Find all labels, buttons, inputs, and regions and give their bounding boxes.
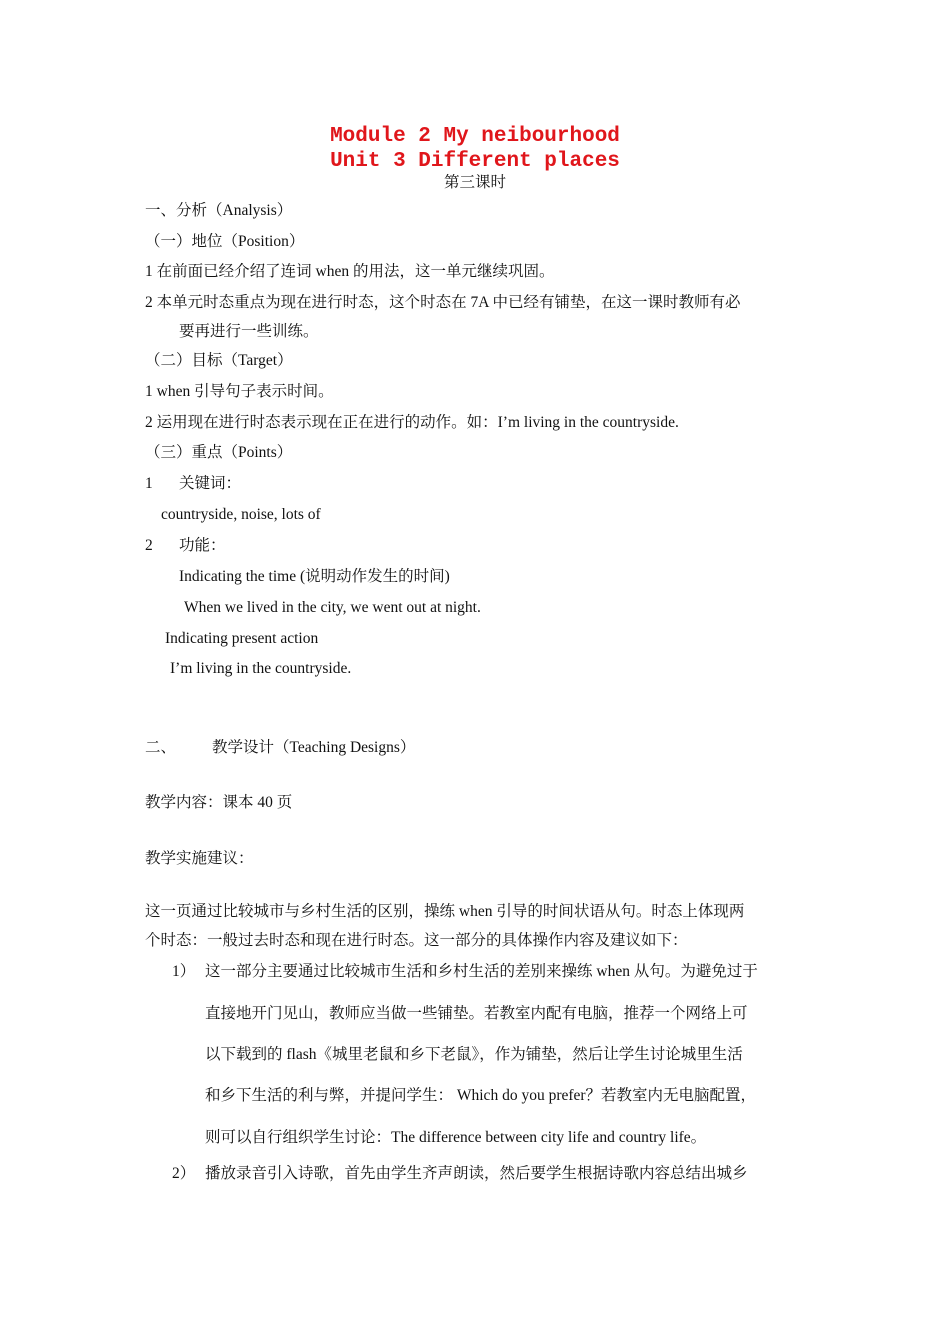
- step-1-line-5: 则可以自行组织学生讨论：The difference between city life and country life。: [205, 1129, 707, 1146]
- unit-title: Unit 3 Different places: [330, 150, 620, 173]
- position-item-2: 2 本单元时态重点为现在进行时态，这个时态在 7A 中已经有铺垫，在这一课时教师有必: [145, 294, 741, 311]
- position-item-1: 1 在前面已经介绍了连词 when 的用法，这一单元继续巩固。: [145, 263, 555, 280]
- teaching-content: 教学内容：课本 40 页: [145, 794, 293, 811]
- step-1-number: 1）: [172, 963, 196, 980]
- target-item-1: 1 when 引导句子表示时间。: [145, 383, 334, 400]
- step-1-line-4: 和乡下生活的利与弊，并提问学生： Which do you prefer？若教室内无电脑配置，: [205, 1087, 757, 1104]
- step-1-line-2: 直接地开门见山，教师应当做一些铺垫。若教室内配有电脑，推荐一个网络上可: [205, 1005, 748, 1022]
- implementation-suggestions: 教学实施建议：: [145, 850, 254, 867]
- step-1-line-1: 这一部分主要通过比较城市生活和乡村生活的差别来操练 when 从句。为避免过于: [205, 963, 758, 980]
- position-heading: （一）地位（Position）: [145, 233, 305, 250]
- position-item-2-continued: 要再进行一些训练。: [179, 323, 319, 340]
- lesson-subtitle: 第三课时: [443, 174, 506, 191]
- target-item-2: 2 运用现在进行时态表示现在正在进行的动作。如：I’m living in the countryside.: [145, 414, 679, 431]
- step-1-line-3: 以下载到的 flash《城里老鼠和乡下老鼠》，作为铺垫，然后让学生讨论城里生活: [205, 1046, 743, 1063]
- function-time: Indicating the time (说明动作发生的时间): [179, 568, 450, 585]
- target-heading: （二）目标（Target）: [145, 352, 293, 369]
- design-heading-number: 二、: [145, 739, 177, 756]
- step-2-number: 2）: [172, 1165, 196, 1182]
- keywords-text: countryside, noise, lots of: [161, 506, 321, 523]
- design-heading: 教学设计（Teaching Designs）: [212, 739, 416, 756]
- analysis-heading: 一、分析（Analysis）: [145, 202, 293, 219]
- module-title: Module 2 My neibourhood: [330, 125, 620, 148]
- points-heading: （三）重点（Points）: [145, 444, 293, 461]
- intro-paragraph-line-1: 这一页通过比较城市与乡村生活的区别，操练 when 引导的时间状语从句。时态上体现两: [145, 903, 745, 920]
- points-item-1-label: 关键词：: [179, 475, 242, 492]
- intro-paragraph-line-2: 个时态：一般过去时态和现在进行时态。这一部分的具体操作内容及建议如下：: [145, 932, 688, 949]
- step-2-line-1: 播放录音引入诗歌，首先由学生齐声朗读，然后要学生根据诗歌内容总结出城乡: [205, 1165, 748, 1182]
- points-item-1-number: 1: [145, 475, 153, 492]
- points-item-2-label: 功能：: [179, 537, 226, 554]
- points-item-2-number: 2: [145, 537, 153, 554]
- function-present: Indicating present action: [165, 630, 319, 647]
- function-time-example: When we lived in the city, we went out at night.: [184, 599, 481, 616]
- function-present-example: I’m living in the countryside.: [170, 660, 352, 677]
